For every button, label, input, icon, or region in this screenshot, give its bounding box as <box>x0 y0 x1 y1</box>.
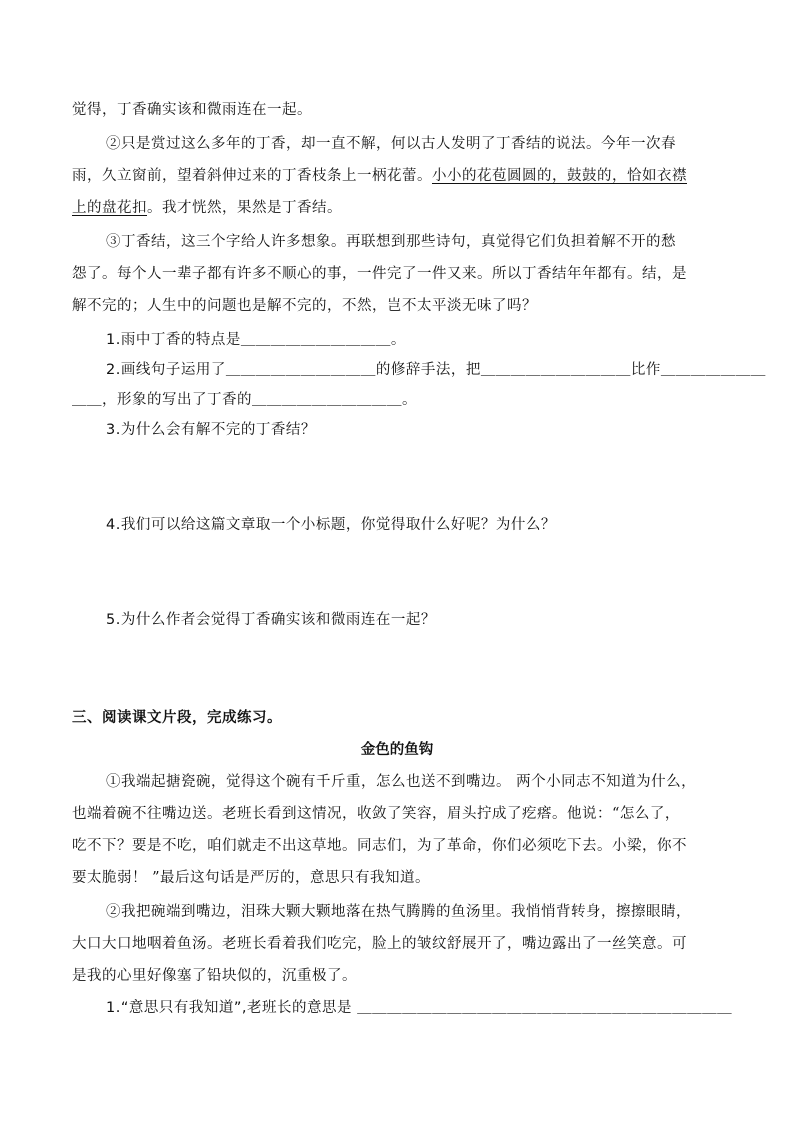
passage-text: 。我才恍然，果然是丁香结。 <box>147 200 342 216</box>
question-4: 4.我们可以给这篇文章取一个小标题，你觉得取什么好呢？为什么？ <box>106 517 556 533</box>
passage-line: 也端着碗不往嘴边送。老班长看到这情况，收敛了笑容，眉头拧成了疙瘩。他说：“怎么了， <box>72 806 680 822</box>
passage-line <box>72 166 687 186</box>
passage-paragraph-2: ②我把碗端到嘴边，泪珠大颗大颗地落在热气腾腾的鱼汤里。我悄悄背转身，擦擦眼睛， <box>106 904 691 920</box>
question-2-continued: ＿＿，形象的写出了丁香的＿＿＿＿＿＿＿＿＿＿。 <box>72 392 417 408</box>
passage-line <box>72 198 342 218</box>
passage-paragraph-3: ③丁香结，这三个字给人许多想象。再联想到那些诗句，真觉得它们负担着解不开的愁 <box>106 234 676 250</box>
question-1: 1.雨中丁香的特点是＿＿＿＿＿＿＿＿＿＿。 <box>106 332 406 348</box>
passage-line: 大口大口地咽着鱼汤。老班长看着我们吃完，脸上的皱纹舒展开了，嘴边露出了一丝笑意。可 <box>72 936 687 952</box>
passage-line: 觉得，丁香确实该和微雨连在一起。 <box>72 102 312 118</box>
passage-line: 要太脆弱！ ”最后这句话是严厉的，意思只有我知道。 <box>72 870 431 886</box>
passage-line: 怨了。每个人一辈子都有许多不顺心的事，一件完了一件又来。所以丁香结年年都有。结，是 <box>72 266 687 282</box>
passage-line: 是我的心里好像塞了铅块似的，沉重极了。 <box>72 968 357 984</box>
question-5: 5.为什么作者会觉得丁香确实该和微雨连在一起？ <box>106 612 436 628</box>
passage-paragraph-2: ②只是赏过这么多年的丁香，却一直不解，何以古人发明了丁香结的说法。今年一次春 <box>106 136 676 152</box>
question-2: 2.画线句子运用了＿＿＿＿＿＿＿＿＿＿的修辞手法，把＿＿＿＿＿＿＿＿＿＿比作＿＿＿＿＿＿＿ <box>106 362 766 378</box>
passage-paragraph-1: ①我端起搪瓷碗，觉得这个碗有千斤重，怎么也送不到嘴边。 两个小同志不知道为什么， <box>106 774 697 790</box>
section-heading: 三、阅读课文片段，完成练习。 <box>72 710 282 726</box>
question-3: 3.为什么会有解不完的丁香结？ <box>106 422 316 438</box>
passage-line: 解不完的；人生中的问题也是解不完的，不然，岂不太平淡无味了吗？ <box>72 298 537 314</box>
question-1: 1.“意思只有我知道”,老班长的意思是 ＿＿＿＿＿＿＿＿＿＿＿＿＿＿＿＿＿＿＿＿＿＿＿＿＿ <box>106 1000 733 1016</box>
underlined-sentence: 小小的花苞圆圆的，鼓鼓的，恰如衣襟 <box>432 168 687 184</box>
underlined-sentence: 上的盘花扣 <box>72 200 147 216</box>
passage-title: 金色的鱼钩 <box>360 742 434 758</box>
passage-line: 吃不下？要是不吃，咱们就走不出这草地。同志们，为了革命，你们必须吃下去。小梁，你不 <box>72 838 687 854</box>
passage-text: 雨，久立窗前，望着斜伸过来的丁香枝条上一柄花蕾。 <box>72 168 432 184</box>
